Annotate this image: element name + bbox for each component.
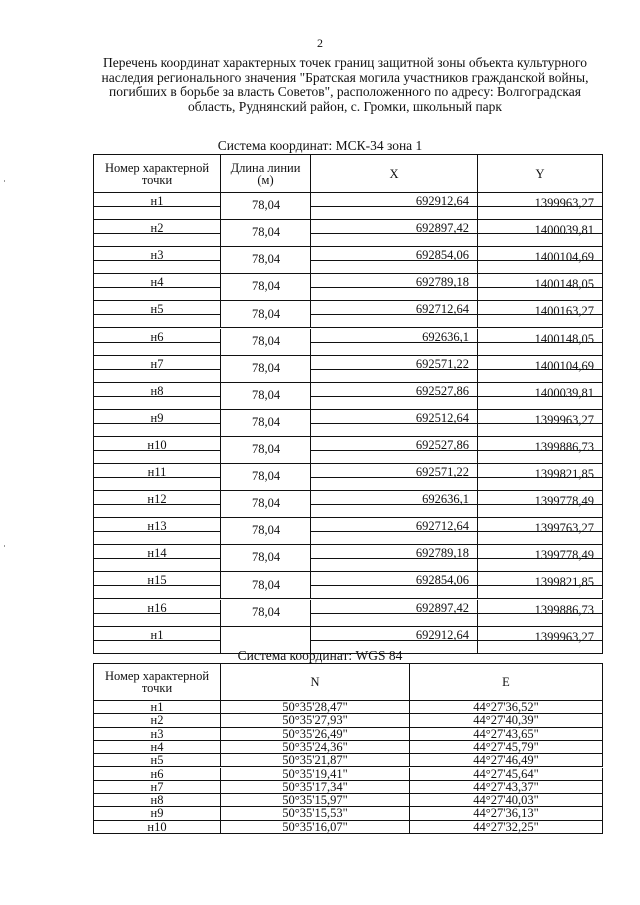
row-divider	[94, 287, 221, 288]
table-row-y: 1400148,05	[478, 329, 603, 356]
table-row-y: 1400039,81	[478, 220, 603, 247]
row-divider	[311, 640, 603, 641]
row-divider	[94, 640, 221, 641]
table-row-n: 50°35'27,93"	[221, 714, 410, 727]
header-y: Y	[478, 155, 603, 193]
row-divider	[94, 613, 221, 614]
row-divider	[311, 613, 603, 614]
row-divider	[311, 396, 603, 397]
table-row-e: 44°27'43,37"	[410, 781, 603, 794]
row-divider	[311, 450, 603, 451]
row-divider	[94, 585, 221, 586]
row-divider	[311, 531, 603, 532]
table-row-x: 692712,64	[311, 301, 478, 328]
table-row-point: н13	[94, 518, 221, 545]
row-divider	[94, 450, 221, 451]
table-row-point: н6	[94, 768, 221, 781]
table-row-point: н6	[94, 329, 221, 356]
row-divider	[311, 287, 603, 288]
table-row-x: 692636,1	[311, 491, 478, 518]
row-divider	[94, 260, 221, 261]
document-title: Перечень координат характерных точек границ защитной зоны объекта культурного наследия регионального значения "Братская могила участников гражданской войны, погибших в борьбе за власть Советов", расположенного по адресу: Волгоградская область, Руднянский район, с. Громки, школьный парк	[101, 55, 589, 114]
table-row-y: 1399886,73	[478, 600, 603, 627]
table-row-x: 692912,64	[311, 627, 478, 654]
msk34-coordinates-table	[93, 154, 603, 654]
table-row-y: 1399778,49	[478, 545, 603, 572]
line-length-value: 78,04	[251, 279, 281, 294]
table-row-n: 50°35'24,36"	[221, 741, 410, 754]
table-row-e: 44°27'36,13"	[410, 807, 603, 820]
table-row-y: 1399821,85	[478, 464, 603, 491]
table-row-e: 44°27'46,49"	[410, 754, 603, 767]
table-row-point: н14	[94, 545, 221, 572]
table-row-n: 50°35'17,34"	[221, 781, 410, 794]
table-row-point: н1	[94, 193, 221, 220]
table1-caption: Система координат: МСК-34 зона 1	[217, 138, 423, 153]
row-divider	[94, 233, 221, 234]
table-row-point: н5	[94, 754, 221, 767]
table-row-point: н8	[94, 794, 221, 807]
table-row-point: н4	[94, 274, 221, 301]
table-row-y: 1400148,05	[478, 274, 603, 301]
table-row-point: н4	[94, 741, 221, 754]
table-row-y: 1399821,85	[478, 572, 603, 599]
table-row-point: н3	[94, 247, 221, 274]
table-row-y: 1400104,69	[478, 247, 603, 274]
table-row-point: н7	[94, 356, 221, 383]
table-row-y: 1399963,27	[478, 193, 603, 220]
table-row-point: н10	[94, 437, 221, 464]
wgs84-coordinates-table	[93, 663, 603, 834]
header-x: X	[311, 155, 478, 193]
header-e: E	[410, 664, 603, 701]
table-row-y: 1399763,27	[478, 518, 603, 545]
table-row-y: 1399886,73	[478, 437, 603, 464]
table-row-x: 692854,06	[311, 572, 478, 599]
table-row-n: 50°35'28,47"	[221, 701, 410, 714]
row-divider	[94, 314, 221, 315]
table-row-y: 1399963,27	[478, 627, 603, 654]
table2-caption: Система координат: WGS 84	[237, 648, 403, 663]
row-divider	[94, 342, 221, 343]
table-row-point: н9	[94, 807, 221, 820]
row-divider	[311, 477, 603, 478]
row-divider	[94, 531, 221, 532]
row-divider	[311, 206, 603, 207]
table-row-x: 692636,1	[311, 329, 478, 356]
table-row-point: н2	[94, 714, 221, 727]
table-row-x: 692789,18	[311, 545, 478, 572]
table-row-n: 50°35'19,41"	[221, 768, 410, 781]
table-row-n: 50°35'15,97"	[221, 794, 410, 807]
line-length-value: 78,04	[251, 577, 281, 592]
table-row-point: н7	[94, 781, 221, 794]
table-row-point: н1	[94, 701, 221, 714]
line-length-value: 78,04	[251, 523, 281, 538]
line-length-value: 78,04	[251, 414, 281, 429]
table-row-x: 692712,64	[311, 518, 478, 545]
line-length-value: 78,04	[251, 387, 281, 402]
table-row-point: н11	[94, 464, 221, 491]
line-length-value: 78,04	[251, 225, 281, 240]
table-row-point: н12	[94, 491, 221, 518]
table-row-x: 692789,18	[311, 274, 478, 301]
table-row-point: н3	[94, 728, 221, 741]
table-row-point: н1	[94, 627, 221, 654]
row-divider	[94, 206, 221, 207]
table-row-e: 44°27'36,52"	[410, 701, 603, 714]
table-row-y: 1400104,69	[478, 356, 603, 383]
table-row-e: 44°27'43,65"	[410, 728, 603, 741]
table-row-x: 692527,86	[311, 437, 478, 464]
table-row-point: н5	[94, 301, 221, 328]
table-row-point: н8	[94, 383, 221, 410]
table-row-x: 692512,64	[311, 410, 478, 437]
table-row-x: 692897,42	[311, 600, 478, 627]
table-row-n: 50°35'16,07"	[221, 821, 410, 834]
row-divider	[311, 504, 603, 505]
row-divider	[94, 369, 221, 370]
line-length-value: 78,04	[251, 550, 281, 565]
line-length-value: 78,04	[251, 469, 281, 484]
table-row-e: 44°27'32,25"	[410, 821, 603, 834]
header-point: Номер характерной точки	[94, 664, 221, 701]
table-row-y: 1399963,27	[478, 410, 603, 437]
row-divider	[311, 233, 603, 234]
row-divider	[311, 342, 603, 343]
row-divider	[311, 423, 603, 424]
line-length-value: 78,04	[251, 306, 281, 321]
table-row-point: н2	[94, 220, 221, 247]
row-divider	[311, 369, 603, 370]
table-row-x: 692912,64	[311, 193, 478, 220]
line-length-value: 78,04	[251, 496, 281, 511]
line-length-value: 78,04	[251, 333, 281, 348]
line-length-value: 78,04	[251, 442, 281, 456]
table-row-e: 44°27'45,79"	[410, 741, 603, 754]
table-row-y: 1399778,49	[478, 491, 603, 518]
table-row-point: н16	[94, 600, 221, 627]
margin-mark	[4, 545, 5, 547]
table-row-n: 50°35'26,49"	[221, 728, 410, 741]
row-divider	[311, 558, 603, 559]
table-row-e: 44°27'40,03"	[410, 794, 603, 807]
row-divider	[94, 477, 221, 478]
line-length-value: 78,04	[251, 360, 281, 375]
row-divider	[94, 423, 221, 424]
line-length-value: 78,04	[251, 252, 281, 267]
table-row-x: 692571,22	[311, 464, 478, 491]
table-row-y: 1400039,81	[478, 383, 603, 410]
table-row-x: 692571,22	[311, 356, 478, 383]
header-point: Номер характерной точки	[94, 155, 221, 193]
row-divider	[94, 558, 221, 559]
table-row-point: н10	[94, 821, 221, 834]
header-length: Длина линии (м)	[221, 155, 311, 193]
line-length-value: 78,04	[251, 604, 281, 619]
line-length-value: 78,04	[251, 198, 281, 213]
row-divider	[94, 504, 221, 505]
table-row-e: 44°27'40,39"	[410, 714, 603, 727]
table-row-x: 692897,42	[311, 220, 478, 247]
header-n: N	[221, 664, 410, 701]
margin-mark	[4, 180, 5, 182]
table-row-point: н15	[94, 572, 221, 599]
table-row-n: 50°35'21,87"	[221, 754, 410, 767]
table-row-n: 50°35'15,53"	[221, 807, 410, 820]
table-row-y: 1400163,27	[478, 301, 603, 328]
row-divider	[94, 396, 221, 397]
table-row-point: н9	[94, 410, 221, 437]
row-divider	[311, 260, 603, 261]
row-divider	[311, 314, 603, 315]
row-divider	[311, 585, 603, 586]
table-row-x: 692854,06	[311, 247, 478, 274]
table-row-x: 692527,86	[311, 383, 478, 410]
page-number: 2	[317, 36, 323, 50]
table-row-e: 44°27'45,64"	[410, 768, 603, 781]
